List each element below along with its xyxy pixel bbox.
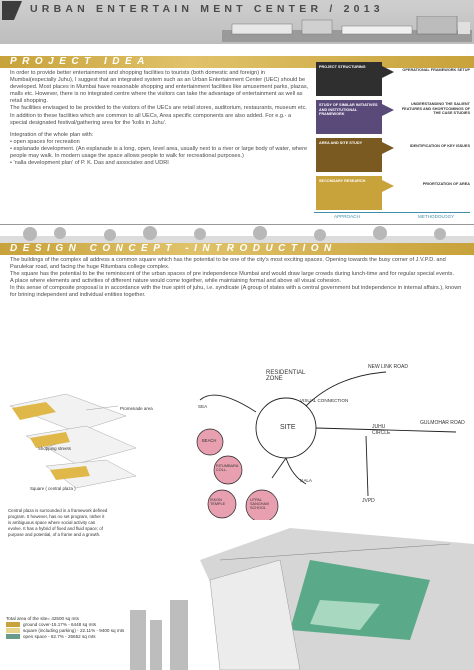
paragraph: A place where elements and activities of different nature would come together, while maintaining formal and above all visual cohesion. (10, 278, 342, 285)
integration-list (10, 139, 310, 167)
site-label: SITE (280, 424, 296, 431)
square-label: Square ( central plaza ) (30, 486, 76, 491)
flow-label-3: IDENTIFICATION OF KEY ISSUES (409, 144, 470, 148)
iskon-temple-label: ISKON TEMPLE (210, 498, 226, 506)
nala-label: NALA (300, 478, 313, 483)
paragraph: The square has the potential to be the reminiscent of the urban spaces of pre independence Mumbai and would draw large crowds during lunch-time and for regular special events. (10, 271, 455, 278)
integration-heading: Integration of the whole plan with: (10, 131, 94, 138)
project-idea-heading: PROJECT IDEA (10, 56, 150, 67)
approach-flow-diagram (314, 62, 470, 222)
area-row: ground cover-15.17% - 6448 sq mts (6, 622, 156, 628)
site-area-stats (6, 616, 156, 640)
area-row: square (including parking) - 22.11% - 9400 sq mts (6, 628, 156, 634)
header-band (0, 0, 474, 44)
flow-box-1: PROJECT STRUCTURING (316, 62, 382, 96)
list-item: • 'nalla development plan' of P. K. Das and associates and UDRI (10, 160, 310, 167)
swatch (6, 634, 20, 639)
visual-connection-label: VISUAL CONNECTION (300, 398, 349, 403)
utpal-school-label: UTPAL SANGHAVI SCHOOL (250, 498, 270, 510)
paragraph: The buildings of the complex all address a common square which has the potential to be one of the city's most exciting spaces. Opening towards the busy corner of J.V.P.D. and Parulekar road, and facing the huge Ritumbara college complex. (10, 257, 446, 271)
methodology-label: METHODOLOGY (418, 214, 455, 219)
shopping-streets-label: Shopping streets (38, 446, 71, 451)
jvpd-label: JVPD (362, 498, 375, 504)
flow-arrows (382, 62, 398, 212)
paragraph: In this sense of composite proposal is in accordance with the true spirit of juhu, i.e. syndicate (A group of states with a central government but independence in internal affairs.), known for brining independent and individual entities together. (10, 285, 462, 299)
total-area: Total area of the site= 42500 sq mts (6, 616, 79, 621)
logo (2, 1, 22, 20)
promenade-label: Promenade area (120, 406, 153, 411)
design-concept-heading: DESIGN CONCEPT -INTRODUCTION (10, 243, 337, 254)
project-idea-text (10, 70, 310, 167)
residential-zone-label: RESIDENTIAL ZONE (266, 370, 306, 382)
gulmohar-road-label: GULMOHAR ROAD (420, 420, 465, 426)
swatch (6, 628, 20, 633)
flow-box-2: STUDY OF SIMILAR INITIATIVES AND INSTITUTIONAL FRAMEWORK (316, 100, 382, 134)
area-row: open space - 62.7% - 26652 sq mts (6, 634, 156, 640)
flow-box-4: SECONDARY RESEARCH (316, 176, 382, 210)
ritumbara-label: RITUMBARA COLL. (216, 464, 239, 472)
new-link-road-label: NEW LINK ROAD (368, 364, 409, 370)
list-item: • esplanade development. (An esplanade is a long, open, level area, usually next to a river or large body of water, where people may walk. In modern usage the space allows people to walk for recreational purposes.) (10, 146, 310, 160)
flow-label-1: OPERATIONAL FRAMEWORK SETUP (402, 68, 470, 72)
site-rendering (110, 520, 474, 670)
axis-line (314, 212, 470, 213)
paragraph: The facilities envisaged to be provided to the visitors of the UECs are retail stores, auditorium, restaurants, museum etc. In addition to these facilities which are common to all UECs, Area specific components are also added. For e.g.- a special designated festival/gathering area for the 'kolis in Juhu'. (10, 105, 307, 126)
swatch (6, 622, 20, 627)
header-elevation-image (222, 16, 472, 42)
flow-label-2: UNDERSTANDING THE SALIENT FEATURES AND SHORTCOMINGS OF THE CASE STUDIES (401, 102, 470, 116)
list-item: • open spaces for recreation (10, 139, 310, 146)
sea-label: SEA (198, 404, 208, 409)
juhu-circle-label: JUHU CIRCLE (372, 424, 391, 436)
central-plaza-text: Central plaza is surrounded in a framework defined program. It however, has no set program, rather it is ambiguous space where social activity can evolve. It has a hybrid of fixed and fluid space; of purpose and potential, of a frame and a growth. (8, 508, 108, 537)
trees-elevation-strip (0, 224, 474, 244)
zoning-3d-diagram (6, 376, 166, 496)
page-title: URBAN ENTERTAIN MENT CENTER / 2013 (30, 3, 384, 15)
design-concept-text (10, 257, 468, 300)
paragraph: In order to provide better entertainment and shopping facilities to tourists (both domestic and foreign) in Mumbai(especially Juhu), I suggest that an integrated system such as an Urban Entertainment Center (UEC) should be developed. Most places in Mumbai have reasonable shopping and entertainment facilities like amusement parks, plazas, malls etc. However, there is no integrated centre where the visitors can take the advantage of entertainment as well as retail shopping. (10, 70, 309, 105)
beach-label: BEACH (202, 438, 217, 443)
concept-bubble-sketch (196, 366, 470, 526)
flow-label-4: PRIORTIZATION OF AREA (422, 182, 470, 186)
approach-label: APPROACH (334, 214, 360, 219)
flow-box-3: AREA AND SITE STUDY (316, 138, 382, 172)
